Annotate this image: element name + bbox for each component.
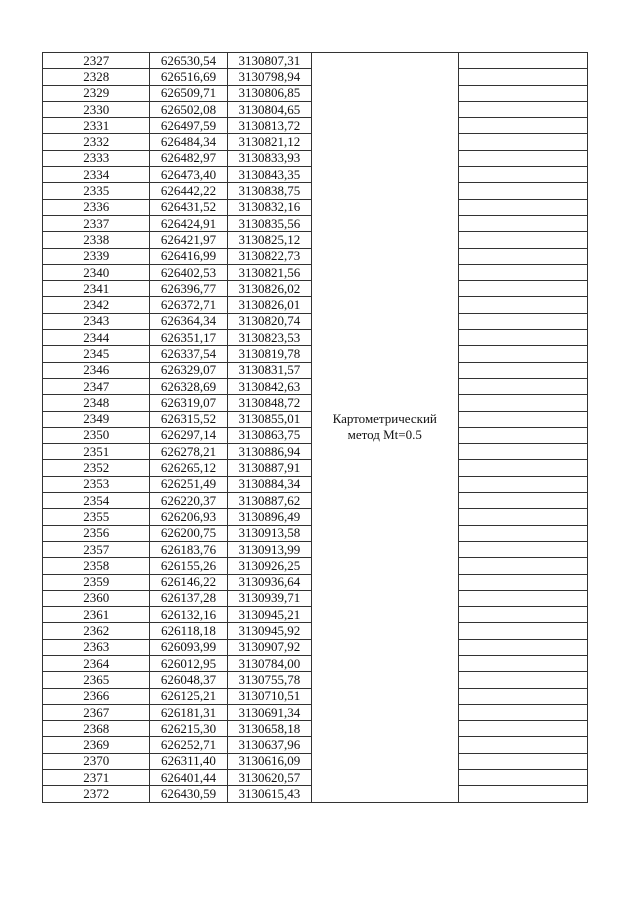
- point-number-cell: 2364: [43, 655, 150, 671]
- point-number-cell: 2335: [43, 183, 150, 199]
- y-coordinate-cell: 3130658,18: [227, 721, 311, 737]
- point-number-cell: 2367: [43, 704, 150, 720]
- y-coordinate-cell: 3130907,92: [227, 639, 311, 655]
- y-coordinate-cell: 3130637,96: [227, 737, 311, 753]
- point-number-cell: 2332: [43, 134, 150, 150]
- x-coordinate-cell: 626012,95: [150, 655, 227, 671]
- empty-cell: [458, 118, 588, 134]
- x-coordinate-cell: 626315,52: [150, 411, 227, 427]
- point-number-cell: 2360: [43, 590, 150, 606]
- x-coordinate-cell: 626497,59: [150, 118, 227, 134]
- point-number-cell: 2336: [43, 199, 150, 215]
- x-coordinate-cell: 626416,99: [150, 248, 227, 264]
- y-coordinate-cell: 3130798,94: [227, 69, 311, 85]
- y-coordinate-cell: 3130832,16: [227, 199, 311, 215]
- y-coordinate-cell: 3130913,58: [227, 525, 311, 541]
- y-coordinate-cell: 3130936,64: [227, 574, 311, 590]
- empty-cell: [458, 264, 588, 280]
- point-number-cell: 2366: [43, 688, 150, 704]
- point-number-cell: 2345: [43, 346, 150, 362]
- x-coordinate-cell: 626278,21: [150, 444, 227, 460]
- point-number-cell: 2339: [43, 248, 150, 264]
- point-number-cell: 2349: [43, 411, 150, 427]
- empty-cell: [458, 525, 588, 541]
- x-coordinate-cell: 626118,18: [150, 623, 227, 639]
- y-coordinate-cell: 3130813,72: [227, 118, 311, 134]
- point-number-cell: 2365: [43, 672, 150, 688]
- x-coordinate-cell: 626132,16: [150, 607, 227, 623]
- empty-cell: [458, 330, 588, 346]
- empty-cell: [458, 134, 588, 150]
- point-number-cell: 2331: [43, 118, 150, 134]
- y-coordinate-cell: 3130913,99: [227, 541, 311, 557]
- coordinates-table-body: [43, 53, 588, 803]
- point-number-cell: 2351: [43, 444, 150, 460]
- x-coordinate-cell: 626137,28: [150, 590, 227, 606]
- point-number-cell: 2358: [43, 558, 150, 574]
- y-coordinate-cell: 3130615,43: [227, 786, 311, 802]
- point-number-cell: 2362: [43, 623, 150, 639]
- y-coordinate-cell: 3130887,62: [227, 493, 311, 509]
- y-coordinate-cell: 3130826,02: [227, 281, 311, 297]
- y-coordinate-cell: 3130886,94: [227, 444, 311, 460]
- x-coordinate-cell: 626401,44: [150, 770, 227, 786]
- y-coordinate-cell: 3130822,73: [227, 248, 311, 264]
- point-number-cell: 2340: [43, 264, 150, 280]
- empty-cell: [458, 444, 588, 460]
- point-number-cell: 2348: [43, 395, 150, 411]
- empty-cell: [458, 411, 588, 427]
- y-coordinate-cell: 3130835,56: [227, 215, 311, 231]
- y-coordinate-cell: 3130939,71: [227, 590, 311, 606]
- x-coordinate-cell: 626155,26: [150, 558, 227, 574]
- empty-cell: [458, 623, 588, 639]
- empty-cell: [458, 199, 588, 215]
- empty-cell: [458, 362, 588, 378]
- empty-cell: [458, 770, 588, 786]
- empty-cell: [458, 509, 588, 525]
- point-number-cell: 2329: [43, 85, 150, 101]
- point-number-cell: 2372: [43, 786, 150, 802]
- empty-cell: [458, 215, 588, 231]
- point-number-cell: 2353: [43, 476, 150, 492]
- x-coordinate-cell: 626048,37: [150, 672, 227, 688]
- point-number-cell: 2369: [43, 737, 150, 753]
- empty-cell: [458, 688, 588, 704]
- x-coordinate-cell: 626337,54: [150, 346, 227, 362]
- x-coordinate-cell: 626311,40: [150, 753, 227, 769]
- y-coordinate-cell: 3130945,21: [227, 607, 311, 623]
- point-number-cell: 2338: [43, 232, 150, 248]
- point-number-cell: 2361: [43, 607, 150, 623]
- y-coordinate-cell: 3130823,53: [227, 330, 311, 346]
- empty-cell: [458, 590, 588, 606]
- empty-cell: [458, 607, 588, 623]
- y-coordinate-cell: 3130855,01: [227, 411, 311, 427]
- x-coordinate-cell: 626146,22: [150, 574, 227, 590]
- y-coordinate-cell: 3130820,74: [227, 313, 311, 329]
- empty-cell: [458, 655, 588, 671]
- x-coordinate-cell: 626484,34: [150, 134, 227, 150]
- coordinates-table: [42, 52, 588, 803]
- y-coordinate-cell: 3130833,93: [227, 150, 311, 166]
- method-accuracy: метод Mt=0.5: [347, 427, 422, 443]
- method-name: Картометрический: [332, 411, 437, 427]
- empty-cell: [458, 85, 588, 101]
- empty-cell: [458, 281, 588, 297]
- empty-cell: [458, 639, 588, 655]
- y-coordinate-cell: 3130843,35: [227, 167, 311, 183]
- y-coordinate-cell: 3130842,63: [227, 378, 311, 394]
- point-number-cell: 2343: [43, 313, 150, 329]
- x-coordinate-cell: 626125,21: [150, 688, 227, 704]
- x-coordinate-cell: 626297,14: [150, 427, 227, 443]
- point-number-cell: 2368: [43, 721, 150, 737]
- x-coordinate-cell: 626328,69: [150, 378, 227, 394]
- empty-cell: [458, 476, 588, 492]
- x-coordinate-cell: 626473,40: [150, 167, 227, 183]
- x-coordinate-cell: 626206,93: [150, 509, 227, 525]
- empty-cell: [458, 704, 588, 720]
- y-coordinate-cell: 3130616,09: [227, 753, 311, 769]
- point-number-cell: 2347: [43, 378, 150, 394]
- x-coordinate-cell: 626372,71: [150, 297, 227, 313]
- x-coordinate-cell: 626482,97: [150, 150, 227, 166]
- empty-cell: [458, 53, 588, 69]
- x-coordinate-cell: 626351,17: [150, 330, 227, 346]
- x-coordinate-cell: 626215,30: [150, 721, 227, 737]
- y-coordinate-cell: 3130755,78: [227, 672, 311, 688]
- table-row: [43, 53, 588, 69]
- y-coordinate-cell: 3130620,57: [227, 770, 311, 786]
- x-coordinate-cell: 626181,31: [150, 704, 227, 720]
- point-number-cell: 2327: [43, 53, 150, 69]
- empty-cell: [458, 753, 588, 769]
- y-coordinate-cell: 3130945,92: [227, 623, 311, 639]
- x-coordinate-cell: 626183,76: [150, 541, 227, 557]
- x-coordinate-cell: 626265,12: [150, 460, 227, 476]
- method-cell: [311, 53, 458, 803]
- point-number-cell: 2371: [43, 770, 150, 786]
- point-number-cell: 2363: [43, 639, 150, 655]
- point-number-cell: 2355: [43, 509, 150, 525]
- empty-cell: [458, 672, 588, 688]
- empty-cell: [458, 248, 588, 264]
- y-coordinate-cell: 3130806,85: [227, 85, 311, 101]
- x-coordinate-cell: 626252,71: [150, 737, 227, 753]
- point-number-cell: 2352: [43, 460, 150, 476]
- x-coordinate-cell: 626530,54: [150, 53, 227, 69]
- y-coordinate-cell: 3130896,49: [227, 509, 311, 525]
- y-coordinate-cell: 3130884,34: [227, 476, 311, 492]
- y-coordinate-cell: 3130819,78: [227, 346, 311, 362]
- y-coordinate-cell: 3130807,31: [227, 53, 311, 69]
- x-coordinate-cell: 626430,59: [150, 786, 227, 802]
- y-coordinate-cell: 3130825,12: [227, 232, 311, 248]
- y-coordinate-cell: 3130926,25: [227, 558, 311, 574]
- x-coordinate-cell: 626421,97: [150, 232, 227, 248]
- y-coordinate-cell: 3130831,57: [227, 362, 311, 378]
- empty-cell: [458, 493, 588, 509]
- empty-cell: [458, 183, 588, 199]
- x-coordinate-cell: 626329,07: [150, 362, 227, 378]
- x-coordinate-cell: 626200,75: [150, 525, 227, 541]
- empty-cell: [458, 297, 588, 313]
- x-coordinate-cell: 626431,52: [150, 199, 227, 215]
- y-coordinate-cell: 3130848,72: [227, 395, 311, 411]
- empty-cell: [458, 737, 588, 753]
- y-coordinate-cell: 3130710,51: [227, 688, 311, 704]
- y-coordinate-cell: 3130863,75: [227, 427, 311, 443]
- y-coordinate-cell: 3130887,91: [227, 460, 311, 476]
- empty-cell: [458, 150, 588, 166]
- empty-cell: [458, 232, 588, 248]
- point-number-cell: 2370: [43, 753, 150, 769]
- x-coordinate-cell: 626509,71: [150, 85, 227, 101]
- x-coordinate-cell: 626516,69: [150, 69, 227, 85]
- x-coordinate-cell: 626402,53: [150, 264, 227, 280]
- point-number-cell: 2330: [43, 101, 150, 117]
- y-coordinate-cell: 3130821,12: [227, 134, 311, 150]
- empty-cell: [458, 460, 588, 476]
- y-coordinate-cell: 3130826,01: [227, 297, 311, 313]
- empty-cell: [458, 378, 588, 394]
- empty-cell: [458, 167, 588, 183]
- point-number-cell: 2334: [43, 167, 150, 183]
- point-number-cell: 2359: [43, 574, 150, 590]
- y-coordinate-cell: 3130804,65: [227, 101, 311, 117]
- point-number-cell: 2337: [43, 215, 150, 231]
- point-number-cell: 2341: [43, 281, 150, 297]
- empty-cell: [458, 427, 588, 443]
- x-coordinate-cell: 626093,99: [150, 639, 227, 655]
- y-coordinate-cell: 3130821,56: [227, 264, 311, 280]
- point-number-cell: 2354: [43, 493, 150, 509]
- empty-cell: [458, 101, 588, 117]
- x-coordinate-cell: 626442,22: [150, 183, 227, 199]
- x-coordinate-cell: 626251,49: [150, 476, 227, 492]
- y-coordinate-cell: 3130691,34: [227, 704, 311, 720]
- y-coordinate-cell: 3130784,00: [227, 655, 311, 671]
- point-number-cell: 2344: [43, 330, 150, 346]
- x-coordinate-cell: 626220,37: [150, 493, 227, 509]
- point-number-cell: 2328: [43, 69, 150, 85]
- x-coordinate-cell: 626502,08: [150, 101, 227, 117]
- empty-cell: [458, 541, 588, 557]
- empty-cell: [458, 346, 588, 362]
- empty-cell: [458, 786, 588, 802]
- point-number-cell: 2357: [43, 541, 150, 557]
- x-coordinate-cell: 626364,34: [150, 313, 227, 329]
- x-coordinate-cell: 626424,91: [150, 215, 227, 231]
- point-number-cell: 2346: [43, 362, 150, 378]
- point-number-cell: 2350: [43, 427, 150, 443]
- point-number-cell: 2342: [43, 297, 150, 313]
- empty-cell: [458, 721, 588, 737]
- empty-cell: [458, 558, 588, 574]
- point-number-cell: 2356: [43, 525, 150, 541]
- point-number-cell: 2333: [43, 150, 150, 166]
- empty-cell: [458, 574, 588, 590]
- y-coordinate-cell: 3130838,75: [227, 183, 311, 199]
- x-coordinate-cell: 626396,77: [150, 281, 227, 297]
- x-coordinate-cell: 626319,07: [150, 395, 227, 411]
- empty-cell: [458, 313, 588, 329]
- empty-cell: [458, 395, 588, 411]
- empty-cell: [458, 69, 588, 85]
